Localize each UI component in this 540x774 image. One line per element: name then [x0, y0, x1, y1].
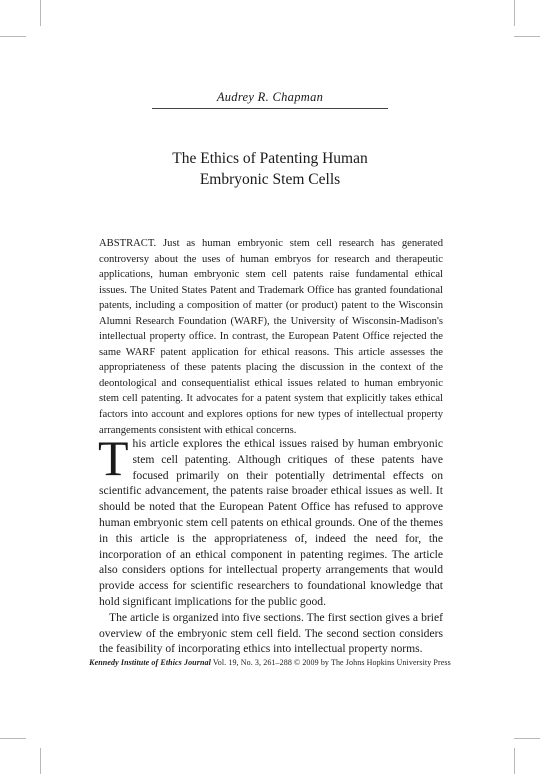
crop-mark-bottom-left-h — [0, 738, 26, 739]
journal-name: Kennedy Institute of Ethics Journal — [89, 658, 211, 667]
article-body — [98, 430, 443, 657]
crop-mark-top-left — [40, 0, 41, 26]
crop-mark-bottom-right — [514, 748, 515, 774]
crop-mark-top-right-h — [514, 36, 540, 37]
abstract: ABSTRACT. Just as human embryonic stem cell research has generated controversy about the uses of human embryos for research and therapeutic applications, human embryonic stem cell patents raise fundamental ethical issues. The United States Patent and Trademark Office has granted foundational patents, including a composition of matter (or product) patent to the Wisconsin Alumni Research Foundation (WARF), the University of Wisconsin-Madison's intellectual property office. In contrast, the European Patent Office rejected the same WARF patent application for ethical reasons. This article assesses the appropriateness of these patents placing the discussion in the context of the deontological and consequentialist ethical issues related to human embryonic stem cell patenting. It advocates for a patent system that explicitly takes ethical factors into account and explores options for new types of intellectual property arrangements consistent with ethical concerns. — [99, 238, 443, 436]
crop-mark-top-left-h — [0, 36, 26, 37]
article-title — [120, 148, 420, 190]
body-paragraph-1-text: his article explores the ethical issues raised by human embryonic stem cell patenting. Although critiques of these patents have focused primarily on their potentially detrimental effects on scientific advancement, the patents raise broader ethical issues as well. It should be noted that the European Patent Office has refused to approve human embryonic stem cell patents on ethical grounds. One of the themes in this article is the appropriateness of, indeed the need for, the incorporation of an ethical component in patenting regimes. The article also considers options for intellectual property arrangements that would provide access for scientific researchers to foundational knowledge that hold significant implications for the public good. — [99, 437, 443, 608]
article-title-line-2: Embryonic Stem Cells — [199, 171, 341, 188]
article-title-line-1: The Ethics of Patenting Human — [172, 150, 368, 167]
journal-citation: Vol. 19, No. 3, 261–288 © 2009 by The Johns Hopkins University Press — [212, 658, 451, 667]
crop-mark-bottom-left — [40, 748, 41, 774]
body-paragraph-2: The article is organized into five sections. The first section gives a brief overview of the embryonic stem cell field. The second section considers the feasibility of incorporating ethics into intellectual property norms. — [99, 610, 443, 656]
crop-mark-top-right — [514, 0, 515, 26]
crop-mark-bottom-right-h — [514, 738, 540, 739]
author-name: Audrey R. Chapman — [216, 90, 324, 104]
header-rule — [152, 108, 388, 109]
drop-cap: T — [98, 430, 129, 486]
page-footer — [60, 658, 480, 667]
body-paragraph-1 — [98, 430, 443, 610]
